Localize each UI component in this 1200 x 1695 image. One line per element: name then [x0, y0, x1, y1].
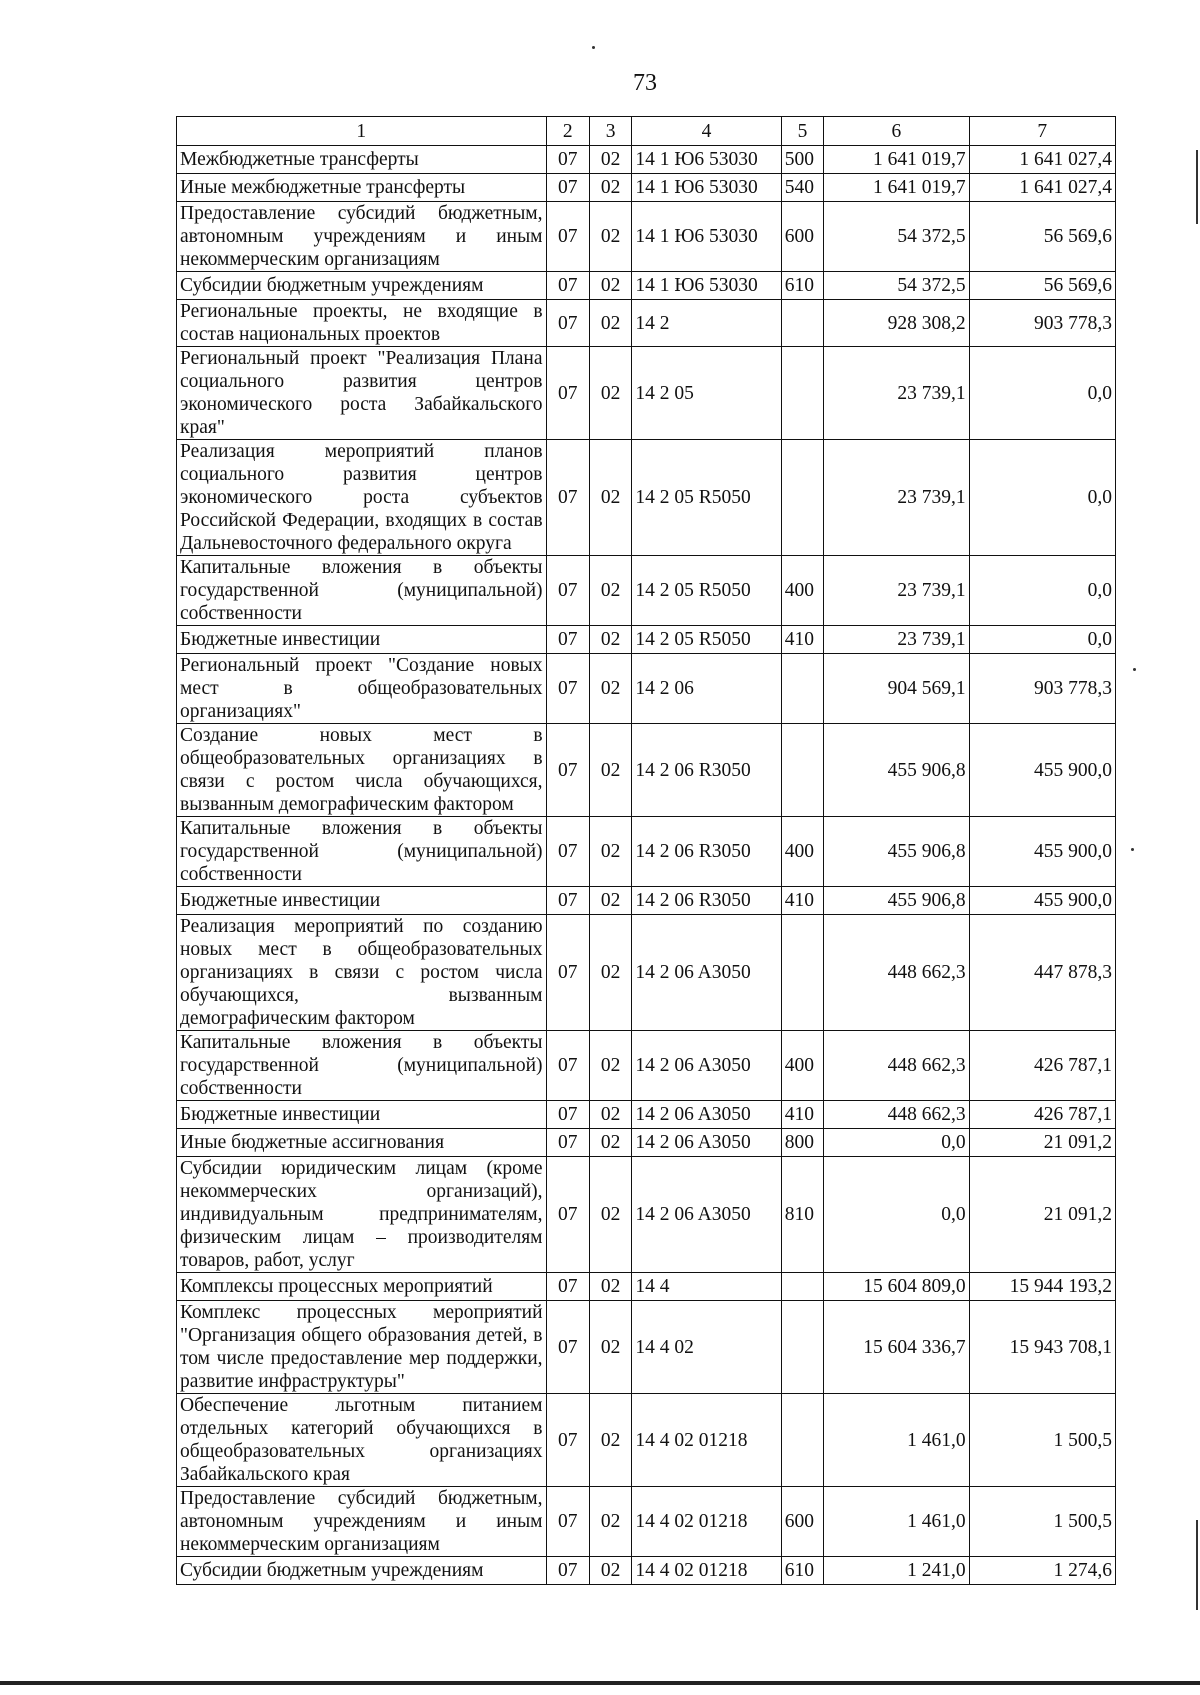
- row-target-article: 14 2 06 A3050: [632, 1129, 781, 1157]
- row-expense-type: [781, 440, 823, 556]
- row-target-article: 14 2 06 A3050: [632, 915, 781, 1031]
- table-row: [177, 347, 1116, 440]
- row-subsection-code: 02: [589, 300, 631, 347]
- row-expense-type: 400: [781, 1031, 823, 1101]
- row-amount-year-1: 1 461,0: [824, 1394, 969, 1487]
- table-row: [177, 440, 1116, 556]
- row-section-code: 07: [546, 1101, 589, 1129]
- table-row: [177, 1157, 1116, 1273]
- row-amount-year-1: 1 641 019,7: [824, 146, 969, 174]
- row-expense-type: 400: [781, 556, 823, 626]
- row-amount-year-2: 455 900,0: [969, 817, 1115, 887]
- row-amount-year-2: 21 091,2: [969, 1157, 1115, 1273]
- row-section-code: 07: [546, 1394, 589, 1487]
- scan-border-line: [0, 1681, 1200, 1685]
- table-row: [177, 724, 1116, 817]
- row-expense-type: 410: [781, 626, 823, 654]
- row-amount-year-1: 23 739,1: [824, 347, 969, 440]
- row-description: Иные бюджетные ассигнования: [177, 1129, 547, 1157]
- row-amount-year-2: 455 900,0: [969, 724, 1115, 817]
- table-row: [177, 654, 1116, 724]
- row-expense-type: [781, 724, 823, 817]
- row-description: Обеспечение льготным питанием отдельных категорий обучающихся в общеобразовательных организациях Забайкальского края: [177, 1394, 547, 1487]
- row-description: Предоставление субсидий бюджетным, автономным учреждениям и иным некоммерческим организациям: [177, 1487, 547, 1557]
- row-section-code: 07: [546, 724, 589, 817]
- row-amount-year-1: 0,0: [824, 1129, 969, 1157]
- table-row: [177, 272, 1116, 300]
- row-amount-year-2: 0,0: [969, 556, 1115, 626]
- row-amount-year-1: 23 739,1: [824, 556, 969, 626]
- row-target-article: 14 1 Ю6 53030: [632, 174, 781, 202]
- row-description: Региональный проект "Создание новых мест в общеобразовательных организациях": [177, 654, 547, 724]
- row-amount-year-1: 54 372,5: [824, 202, 969, 272]
- scan-edge-mark: [1196, 1520, 1198, 1610]
- table-row: [177, 1394, 1116, 1487]
- row-expense-type: 540: [781, 174, 823, 202]
- row-description: Межбюджетные трансферты: [177, 146, 547, 174]
- row-subsection-code: 02: [589, 1273, 631, 1301]
- row-amount-year-1: 54 372,5: [824, 272, 969, 300]
- row-section-code: 07: [546, 556, 589, 626]
- row-section-code: 07: [546, 1129, 589, 1157]
- row-target-article: 14 2 05 R5050: [632, 626, 781, 654]
- row-section-code: 07: [546, 174, 589, 202]
- header-row: [177, 117, 1116, 146]
- row-expense-type: [781, 654, 823, 724]
- row-description: Бюджетные инвестиции: [177, 626, 547, 654]
- page-number: 73: [633, 70, 657, 96]
- row-amount-year-1: 455 906,8: [824, 817, 969, 887]
- row-amount-year-2: 447 878,3: [969, 915, 1115, 1031]
- row-target-article: 14 2 05 R5050: [632, 556, 781, 626]
- row-section-code: 07: [546, 1273, 589, 1301]
- row-subsection-code: 02: [589, 146, 631, 174]
- row-description: Бюджетные инвестиции: [177, 887, 547, 915]
- row-description: Предоставление субсидий бюджетным, автономным учреждениям и иным некоммерческим организациям: [177, 202, 547, 272]
- row-subsection-code: 02: [589, 174, 631, 202]
- row-subsection-code: 02: [589, 1487, 631, 1557]
- row-expense-type: [781, 915, 823, 1031]
- row-subsection-code: 02: [589, 1129, 631, 1157]
- row-section-code: 07: [546, 654, 589, 724]
- row-subsection-code: 02: [589, 724, 631, 817]
- row-description: Реализация мероприятий по созданию новых мест в общеобразовательных организациях в связи с ростом числа обучающихся, вызванным демографическим фактором: [177, 915, 547, 1031]
- table-row: [177, 1301, 1116, 1394]
- row-expense-type: 500: [781, 146, 823, 174]
- row-target-article: 14 2 06 R3050: [632, 817, 781, 887]
- row-subsection-code: 02: [589, 626, 631, 654]
- row-expense-type: 610: [781, 1557, 823, 1585]
- row-target-article: 14 1 Ю6 53030: [632, 202, 781, 272]
- row-amount-year-2: 0,0: [969, 440, 1115, 556]
- table-row: [177, 300, 1116, 347]
- scan-speck: [1131, 848, 1134, 851]
- row-description: Капитальные вложения в объекты государственной (муниципальной) собственности: [177, 817, 547, 887]
- row-amount-year-1: 455 906,8: [824, 887, 969, 915]
- row-amount-year-1: 448 662,3: [824, 1101, 969, 1129]
- row-target-article: 14 4 02 01218: [632, 1487, 781, 1557]
- row-description: Капитальные вложения в объекты государственной (муниципальной) собственности: [177, 1031, 547, 1101]
- row-amount-year-1: 23 739,1: [824, 440, 969, 556]
- header-col-5: 5: [781, 117, 823, 146]
- row-amount-year-1: 1 461,0: [824, 1487, 969, 1557]
- row-subsection-code: 02: [589, 1557, 631, 1585]
- row-expense-type: [781, 1273, 823, 1301]
- row-section-code: 07: [546, 202, 589, 272]
- table-row: [177, 1101, 1116, 1129]
- table-row: [177, 1557, 1116, 1585]
- row-target-article: 14 1 Ю6 53030: [632, 146, 781, 174]
- row-section-code: 07: [546, 915, 589, 1031]
- row-section-code: 07: [546, 347, 589, 440]
- row-description: Иные межбюджетные трансферты: [177, 174, 547, 202]
- table-row: [177, 1031, 1116, 1101]
- row-expense-type: 610: [781, 272, 823, 300]
- row-amount-year-1: 23 739,1: [824, 626, 969, 654]
- row-description: Комплекс процессных мероприятий "Организация общего образования детей, в том числе предоставление мер поддержки, развитие инфраструктуры": [177, 1301, 547, 1394]
- table-row: [177, 556, 1116, 626]
- row-section-code: 07: [546, 887, 589, 915]
- row-expense-type: [781, 300, 823, 347]
- row-target-article: 14 2 06: [632, 654, 781, 724]
- row-amount-year-1: 448 662,3: [824, 1031, 969, 1101]
- scan-speck: [1133, 668, 1136, 671]
- row-subsection-code: 02: [589, 654, 631, 724]
- table-row: [177, 1273, 1116, 1301]
- row-section-code: 07: [546, 1557, 589, 1585]
- row-amount-year-1: 15 604 809,0: [824, 1273, 969, 1301]
- row-amount-year-1: 0,0: [824, 1157, 969, 1273]
- row-description: Региональные проекты, не входящие в состав национальных проектов: [177, 300, 547, 347]
- row-amount-year-2: 1 500,5: [969, 1487, 1115, 1557]
- row-target-article: 14 4 02 01218: [632, 1394, 781, 1487]
- row-amount-year-2: 903 778,3: [969, 654, 1115, 724]
- row-target-article: 14 2 06 A3050: [632, 1031, 781, 1101]
- row-amount-year-2: 903 778,3: [969, 300, 1115, 347]
- row-expense-type: 600: [781, 202, 823, 272]
- row-amount-year-1: 448 662,3: [824, 915, 969, 1031]
- table-row: [177, 146, 1116, 174]
- header-col-1: 1: [177, 117, 547, 146]
- row-expense-type: [781, 1394, 823, 1487]
- row-description: Бюджетные инвестиции: [177, 1101, 547, 1129]
- table-row: [177, 174, 1116, 202]
- row-amount-year-2: 426 787,1: [969, 1031, 1115, 1101]
- row-target-article: 14 1 Ю6 53030: [632, 272, 781, 300]
- row-subsection-code: 02: [589, 272, 631, 300]
- row-target-article: 14 2 06 A3050: [632, 1101, 781, 1129]
- table-row: [177, 915, 1116, 1031]
- row-expense-type: 810: [781, 1157, 823, 1273]
- row-amount-year-1: 928 308,2: [824, 300, 969, 347]
- row-expense-type: 410: [781, 1101, 823, 1129]
- row-expense-type: [781, 1301, 823, 1394]
- row-amount-year-2: 21 091,2: [969, 1129, 1115, 1157]
- row-subsection-code: 02: [589, 1301, 631, 1394]
- header-col-3: 3: [589, 117, 631, 146]
- table-row: [177, 626, 1116, 654]
- table-body: [177, 146, 1116, 1585]
- row-subsection-code: 02: [589, 915, 631, 1031]
- row-description: Реализация мероприятий планов социального развития центров экономического роста субъектов Российской Федерации, входящих в состав Дальневосточного федерального округа: [177, 440, 547, 556]
- row-target-article: 14 4: [632, 1273, 781, 1301]
- row-expense-type: 600: [781, 1487, 823, 1557]
- row-amount-year-2: 1 641 027,4: [969, 174, 1115, 202]
- row-amount-year-2: 0,0: [969, 626, 1115, 654]
- row-section-code: 07: [546, 440, 589, 556]
- row-amount-year-2: 15 944 193,2: [969, 1273, 1115, 1301]
- row-section-code: 07: [546, 626, 589, 654]
- row-amount-year-2: 0,0: [969, 347, 1115, 440]
- table-row: [177, 817, 1116, 887]
- scan-edge-mark: [1196, 150, 1198, 224]
- row-amount-year-2: 455 900,0: [969, 887, 1115, 915]
- row-target-article: 14 2 06 R3050: [632, 724, 781, 817]
- row-description: Субсидии бюджетным учреждениям: [177, 1557, 547, 1585]
- row-target-article: 14 2 06 R3050: [632, 887, 781, 915]
- row-description: Субсидии бюджетным учреждениям: [177, 272, 547, 300]
- row-amount-year-2: 1 274,6: [969, 1557, 1115, 1585]
- row-section-code: 07: [546, 272, 589, 300]
- row-description: Региональный проект "Реализация Плана социального развития центров экономического роста Забайкальского края": [177, 347, 547, 440]
- header-col-6: 6: [824, 117, 969, 146]
- row-amount-year-1: 1 241,0: [824, 1557, 969, 1585]
- row-section-code: 07: [546, 1301, 589, 1394]
- row-subsection-code: 02: [589, 440, 631, 556]
- row-amount-year-2: 1 641 027,4: [969, 146, 1115, 174]
- row-subsection-code: 02: [589, 1157, 631, 1273]
- row-expense-type: [781, 347, 823, 440]
- header-col-4: 4: [632, 117, 781, 146]
- row-subsection-code: 02: [589, 347, 631, 440]
- row-target-article: 14 2: [632, 300, 781, 347]
- row-expense-type: 400: [781, 817, 823, 887]
- row-section-code: 07: [546, 1487, 589, 1557]
- row-target-article: 14 2 05: [632, 347, 781, 440]
- row-section-code: 07: [546, 146, 589, 174]
- row-description: Создание новых мест в общеобразовательных организациях в связи с ростом числа обучающихся, вызванным демографическим фактором: [177, 724, 547, 817]
- row-expense-type: 800: [781, 1129, 823, 1157]
- table-row: [177, 202, 1116, 272]
- row-amount-year-1: 15 604 336,7: [824, 1301, 969, 1394]
- row-description: Субсидии юридическим лицам (кроме некоммерческих организаций), индивидуальным предпринимателям, физическим лицам – производителям товаров, работ, услуг: [177, 1157, 547, 1273]
- row-target-article: 14 4 02 01218: [632, 1557, 781, 1585]
- row-target-article: 14 2 06 A3050: [632, 1157, 781, 1273]
- table-row: [177, 887, 1116, 915]
- row-section-code: 07: [546, 817, 589, 887]
- table-row: [177, 1487, 1116, 1557]
- row-amount-year-2: 15 943 708,1: [969, 1301, 1115, 1394]
- row-subsection-code: 02: [589, 1031, 631, 1101]
- row-amount-year-1: 1 641 019,7: [824, 174, 969, 202]
- header-col-2: 2: [546, 117, 589, 146]
- row-subsection-code: 02: [589, 817, 631, 887]
- row-description: Комплексы процессных мероприятий: [177, 1273, 547, 1301]
- row-section-code: 07: [546, 300, 589, 347]
- row-subsection-code: 02: [589, 202, 631, 272]
- row-amount-year-1: 904 569,1: [824, 654, 969, 724]
- budget-table: [176, 116, 1116, 1585]
- table-row: [177, 1129, 1116, 1157]
- row-subsection-code: 02: [589, 1101, 631, 1129]
- row-amount-year-2: 426 787,1: [969, 1101, 1115, 1129]
- row-subsection-code: 02: [589, 556, 631, 626]
- row-expense-type: 410: [781, 887, 823, 915]
- row-section-code: 07: [546, 1031, 589, 1101]
- row-target-article: 14 4 02: [632, 1301, 781, 1394]
- row-description: Капитальные вложения в объекты государственной (муниципальной) собственности: [177, 556, 547, 626]
- scan-speck: [592, 46, 595, 49]
- row-amount-year-1: 455 906,8: [824, 724, 969, 817]
- row-section-code: 07: [546, 1157, 589, 1273]
- row-target-article: 14 2 05 R5050: [632, 440, 781, 556]
- row-subsection-code: 02: [589, 1394, 631, 1487]
- row-amount-year-2: 1 500,5: [969, 1394, 1115, 1487]
- row-amount-year-2: 56 569,6: [969, 272, 1115, 300]
- row-subsection-code: 02: [589, 887, 631, 915]
- header-col-7: 7: [969, 117, 1115, 146]
- row-amount-year-2: 56 569,6: [969, 202, 1115, 272]
